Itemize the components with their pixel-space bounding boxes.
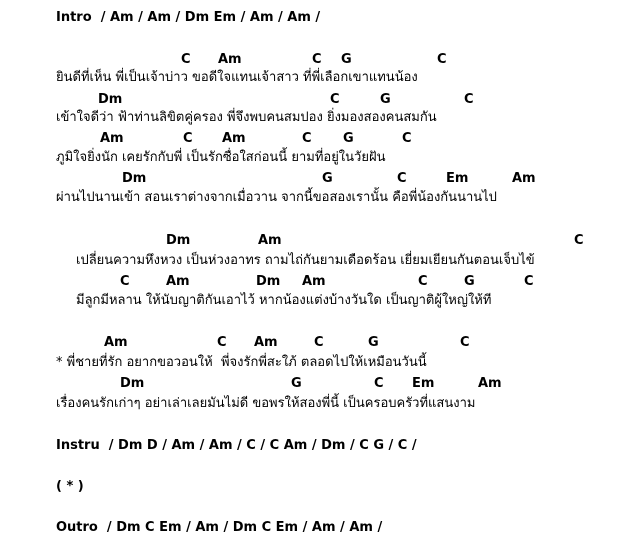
chord: Am: [258, 233, 282, 248]
chord: Dm: [166, 233, 191, 248]
lyric-line: * พี่ชายที่รัก อยากขอวอนให้ พี่จงรักพี่สะใภ้ ตลอดไปให้เหมือนวันนี้: [56, 355, 427, 370]
lyric-line: ผ่านไปนานเข้า สอนเราต่างจากเมื่อวาน จากนี้ขอสองเรานั้น คือพี่น้องกันนานไป: [56, 190, 497, 205]
chord: C: [312, 52, 322, 67]
chord: C: [524, 274, 534, 289]
chord: Am: [222, 131, 246, 146]
chord: Dm: [98, 92, 123, 107]
lyric-line: เข้าใจดีว่า ฟ้าท่านลิขิตคู่ครอง พี่จึงพบคนสมปอง ยิ่งมองสองคนสมกัน: [56, 110, 437, 125]
chord: G: [464, 274, 475, 289]
chord: Am: [254, 335, 278, 350]
chord: C: [464, 92, 474, 107]
chord: Em: [446, 171, 469, 186]
chord: C: [574, 233, 584, 248]
lyric-line: ภูมิใจยิ่งนัก เคยรักกับพี่ เป็นรักซื่อใสก่อนนี้ ยามที่อยู่ในวัยฝัน: [56, 150, 386, 165]
lyric-line: มีลูกมีหลาน ให้นับญาติกันเอาไว้ หากน้องแต่งบ้างวันใด เป็นญาติผู้ใหญ่ให้ที: [76, 293, 492, 308]
chord: Am: [302, 274, 326, 289]
chord: Am: [100, 131, 124, 146]
chord: Em: [412, 376, 435, 391]
chord: C: [314, 335, 324, 350]
chord: C: [217, 335, 227, 350]
chord: C: [183, 131, 193, 146]
lyric-line: เรื่องคนรักเก่าๆ อย่าเล่าเลยมันไม่ดี ขอพรให้สองพี่นี้ เป็นครอบครัวที่แสนงาม: [56, 396, 476, 411]
chord: C: [437, 52, 447, 67]
chord: C: [330, 92, 340, 107]
chord: G: [380, 92, 391, 107]
chord: C: [302, 131, 312, 146]
chord: C: [374, 376, 384, 391]
chord: G: [291, 376, 302, 391]
chord: C: [418, 274, 428, 289]
chord: G: [368, 335, 379, 350]
chord: G: [322, 171, 333, 186]
repeat-marker: ( * ): [56, 479, 84, 494]
chord: C: [402, 131, 412, 146]
lyric-line: ยินดีที่เห็น พี่เป็นเจ้าบ่าว ขอดีใจแทนเจ้าสาว ที่พี่เลือกเขาแทนน้อง: [56, 70, 418, 85]
chord: C: [460, 335, 470, 350]
chord: C: [120, 274, 130, 289]
outro-line: Outro / Dm C Em / Am / Dm C Em / Am / Am /: [56, 520, 383, 535]
chord: G: [341, 52, 352, 67]
chord: Am: [166, 274, 190, 289]
chord: C: [181, 52, 191, 67]
chord: Am: [104, 335, 128, 350]
chord: C: [397, 171, 407, 186]
lyric-line: เปลี่ยนความหึงหวง เป็นห่วงอาทร ถามไถ่กันยามเดือดร้อน เยี่ยมเยียนกันตอนเจ็บไข้: [76, 253, 535, 268]
chord: Am: [478, 376, 502, 391]
chord: Dm: [120, 376, 145, 391]
chord: Dm: [256, 274, 281, 289]
instru-line: Instru / Dm D / Am / Am / C / C Am / Dm / C G / C /: [56, 438, 417, 453]
chord: Dm: [122, 171, 147, 186]
chord: Am: [512, 171, 536, 186]
chord: G: [343, 131, 354, 146]
chord: Am: [218, 52, 242, 67]
intro-line: Intro / Am / Am / Dm Em / Am / Am /: [56, 10, 321, 25]
